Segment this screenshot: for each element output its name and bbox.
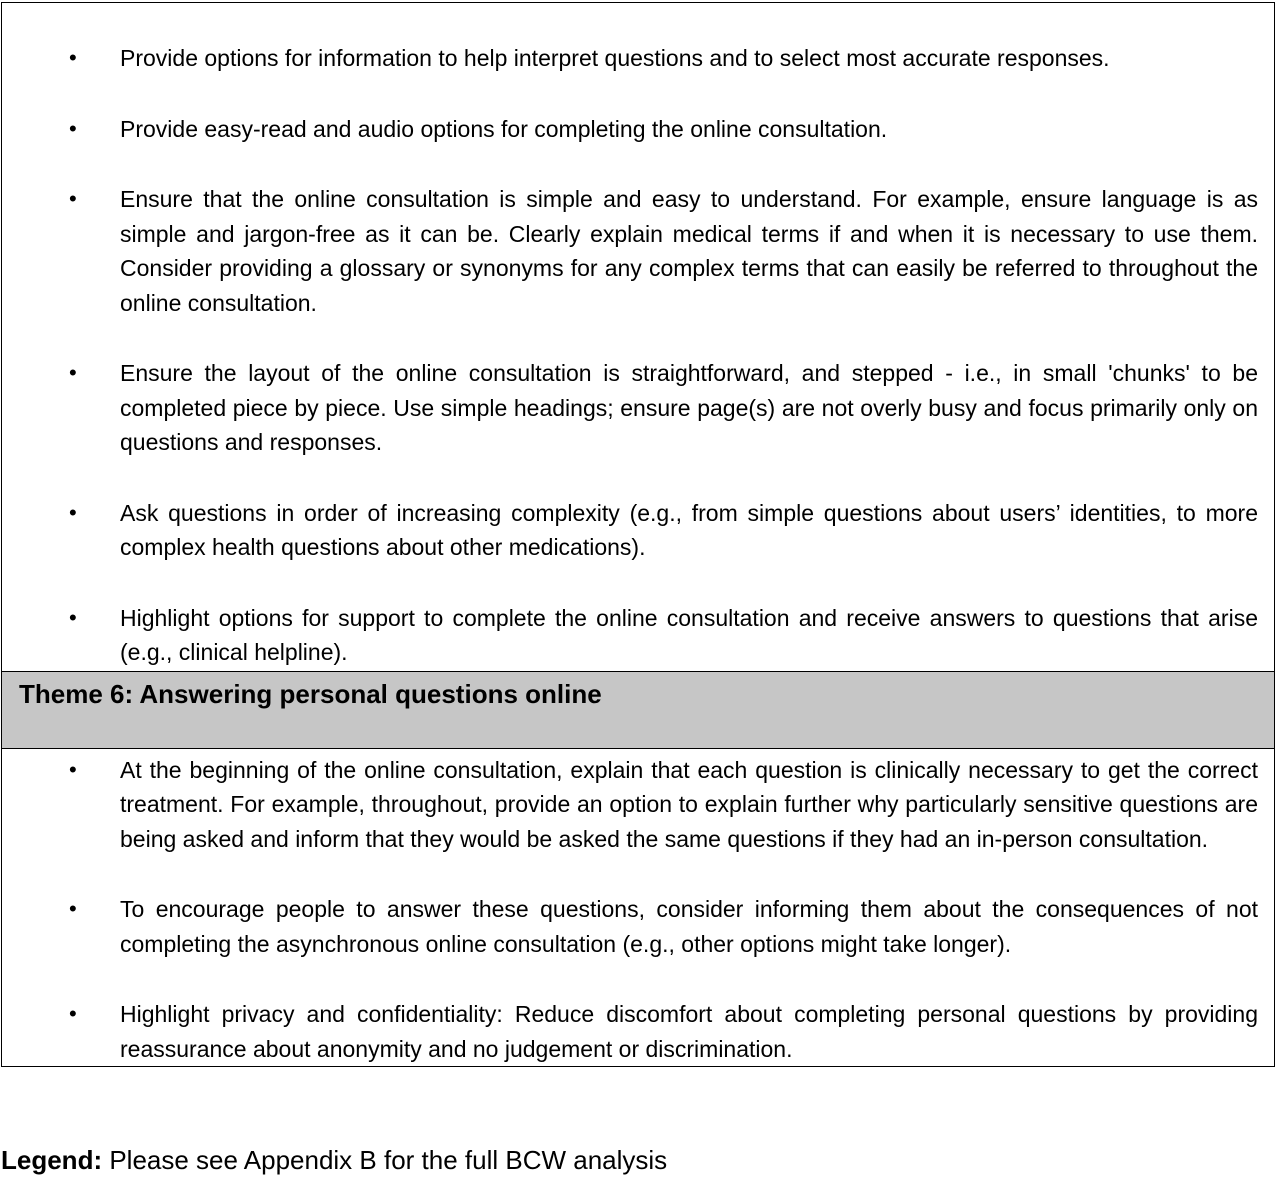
bullet-icon: • <box>69 186 77 211</box>
list-item-text: Ask questions in order of increasing complexity (e.g., from simple questions about users’ identities, to more complex health questions about other medications). <box>120 499 1258 560</box>
theme6-title: Theme 6: Answering personal questions online <box>19 678 602 709</box>
list-item-text: Ensure that the online consultation is simple and easy to understand. For example, ensure language is as simple and jargon-free as it can be. Clearly explain medical terms if and when it is necessary to use them. Consider providing a glossary or synonyms for any complex terms that can easily be referred to throughout the online consultation. <box>120 186 1258 316</box>
list-item-text: To encourage people to answer these questions, consider informing them about the consequences of not completing the asynchronous online consultation (e.g., other options might take longer). <box>120 896 1258 957</box>
list-item <box>2 41 1258 76</box>
bullet-icon: • <box>69 604 77 630</box>
list-item <box>2 601 1258 670</box>
list-item-text: Provide options for information to help interpret questions and to select most accurate responses. <box>120 45 1110 71</box>
list-item-text: Provide easy-read and audio options for completing the online consultation. <box>120 115 888 142</box>
list-item-text: Highlight privacy and confidentiality: Reduce discomfort about completing personal questions by providing reassurance about anonymity and no judgement or discrimination. <box>120 1001 1258 1062</box>
list-item-text: At the beginning of the online consultation, explain that each question is clinically necessary to get the correct treatment. For example, throughout, provide an option to explain further why particularly sensitive questions are being asked and inform that they would be asked the same questions if they had an in-person consultation. <box>120 756 1258 852</box>
list-item-text: Highlight options for support to complete the online consultation and receive answers to questions that arise (e.g., clinical helpline). <box>120 604 1258 665</box>
recommendations-table <box>1 2 1275 1067</box>
theme5-list <box>2 41 1274 670</box>
list-item-text: Ensure the layout of the online consultation is straightforward, and stepped - i.e., in small 'chunks' to be completed piece by piece. Use simple headings; ensure page(s) are not overly busy and focus primarily only on questions and responses. <box>120 360 1258 455</box>
bullet-icon: • <box>69 499 77 525</box>
theme5-section <box>2 3 1274 671</box>
list-item <box>2 997 1258 1066</box>
legend-text: Please see Appendix B for the full BCW analysis <box>102 1145 668 1175</box>
theme6-list <box>2 753 1274 1067</box>
legend-label: Legend: <box>1 1145 103 1175</box>
list-item <box>2 892 1258 961</box>
bullet-icon: • <box>69 896 77 921</box>
theme6-section <box>2 749 1274 1067</box>
theme6-header <box>2 671 1274 749</box>
list-item <box>2 356 1258 460</box>
bullet-icon: • <box>69 45 77 70</box>
bullet-icon: • <box>69 115 77 141</box>
list-item <box>2 753 1258 857</box>
list-item <box>2 182 1258 320</box>
legend <box>1 1143 667 1177</box>
bullet-icon: • <box>69 1001 77 1026</box>
bullet-icon: • <box>69 756 77 782</box>
list-item <box>2 496 1258 565</box>
list-item <box>2 112 1258 147</box>
bullet-icon: • <box>69 360 77 385</box>
